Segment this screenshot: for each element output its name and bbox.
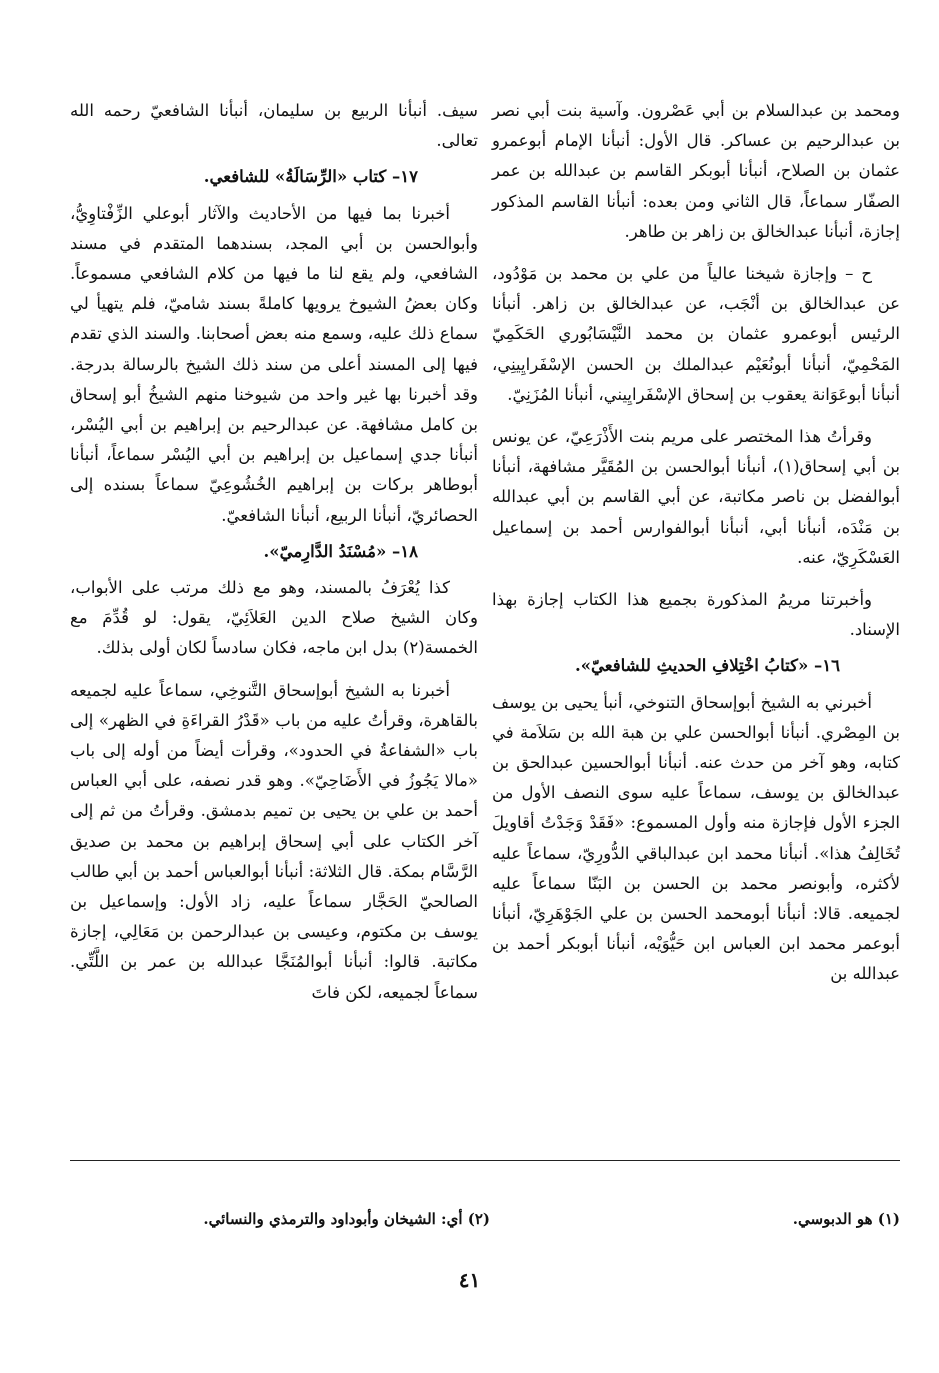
paragraph: أخبرني به الشيخ أبوإسحاق التنوخي، أنبأ يحيى بن يوسف بن المِصْري. أنبأنا أبوالحسن علي بن هبة الله بن سَلاَمة في كتابه، وهو آخر من حدث عنه. أنبأنا أبوالحسين عبدالحق بن عبدالخالق بن يوسف، سماعاً عليه سوى النصف الأول من الجزء الأول فإجازة منه وأول المسموع: «فَقَدْ وَجَدْتُ أقاويلَ تُخَالِفُ هذا». أنبأنا محمد ابن عبدالباقي الدُّورِيّ، سماعاً عليه لأكثره، وأبونصر محمد بن الحسن بن البَنّا سماعاً عليه لجميعه. قالا: أنبأنا أبومحمد الحسن بن علي الجَوْهَرِيّ، أنبأنا أبوعمر محمد ابن العباس ابن حَيُّوَيْه، أنبأنا أبوبكر أحمد بن عبدالله بن	[492, 692, 900, 984]
footnote-2: (٢) أي: الشيخان وأبوداود والترمذي والنسائي.	[203, 1210, 490, 1228]
paragraph: وقرأتُ هذا المختصر على مريم بنت الأَذْرَعِيّ، عن يونس بن أبي إسحاق(١)، أنبأنا أبوالحسن بن المُقَيَّر مشافهة، أنبأنا أبوالفضل بن ناصر مكاتبة، عن أبي القاسم بن أبي عبدالله بن مَنْدَه، أنبأنا أبي، أنبأنا أبوالفوارس أحمد بن إسماعيل العَسْكَرِيّ، عنه.	[492, 427, 900, 567]
section-heading-18: ١٨– «مُسْنَدُ الدَّارِميّ».	[263, 541, 418, 561]
paragraph: كذا يُعْرَفُ بالمسند، وهو مع ذلك مرتب على الأبواب، وكان الشيخ صلاح الدين العَلاَئِيّ، يقول: لو قُدِّمَ مع الخمسة(٢) بدل ابن ماجه، فكان سادساً لكان أولى بذلك.	[70, 578, 478, 658]
section-heading-17: ١٧– كتاب «الرِّسَالَةُ» للشافعي.	[203, 167, 418, 187]
paragraph: أخبرنا بما فيها من الأحاديث والآثار أبوعلي الزِّفْتاوِيُّ، وأبوالحسن بن أبي المجد، بسندهما المتقدم في مسند الشافعي، ولم يقع لنا ما فيها من كلام الشافعي مسموعاً. وكان بعضُ الشيوخ يرويها كاملةً بسند شاميّ، فلم يتهيأ لي سماع ذلك عليه، وسمع منه بعض أصحابنا. والسند الذي تقدم فيها إلى المسند أعلى من سند ذلك الشيخ بالرسالة بدرجة. وقد أخبرنا بها غير واحد من شيوخنا منهم الشيخُ أبو إسحاق بن كامل مشافهة. عن عبدالرحيم بن إبراهيم بن أبي اليُسْر، أنبأنا جدي إسماعيل بن إبراهيم بن أبي اليُسْر سماعاً، أنبأنا أبوطاهر بركات بن إبراهيم الخُشُوعِيّ سماعاً بسنده إلى الحصائريّ، أنبأنا الربيع، أنبأنا الشافعيّ.	[70, 203, 478, 525]
left-column	[70, 96, 478, 1014]
paragraph: ومحمد بن عبدالسلام بن أبي عَصْرون. وآسية بنت أبي نصر بن عبدالرحيم بن عساكر. قال الأول: أنبأنا الإمام أبوعمرو عثمان بن الصلاح، أنبأنا أبوبكر القاسم بن عبدالله بن عمر الصفّار سماعاً، قال الثاني ومن بعده: أنبأنا القاسم المذكور إجازة، أنبأنا عبدالخالق بن زاهر بن طاهر.	[492, 101, 900, 241]
right-column	[492, 96, 900, 996]
paragraph: أخبرنا به الشيخ أبوإسحاق التَّنوخِي، سماعاً عليه لجميعه بالقاهرة، وقرأتُ عليه من باب «قَدْرُ القراءَةِ في الظهر» إلى باب «الشفاعةُ في الحدود»، وقرأت أيضاً من أوله إلى باب «مالا يَجُوزُ في الأَضَاحِيّ». وهو قدر نصفه، على أبي العباس أحمد بن علي بن يحيى بن تميم بدمشق. وقرأتُ من ثم إلى آخر الكتاب على أبي إسحاق إبراهيم بن محمد بن صديق الرَّسَّام بمكة. قال الثلاثة: أنبأنا أبوالعباس أحمد بن أبي طالب الصالحيّ الحَجَّار سماعاً عليه، زاد الأول: وإسماعيل بن يوسف بن مكتوم، وعيسى بن عبدالرحمن بن مَعَالِي، إجازة مكاتبة. قالوا: أنبأنا أبوالمُنَجَّا عبدالله بن عمر بن اللَّتِّي. سماعاً لجميعه، لكن فاتَ	[70, 680, 478, 1002]
paragraph: سيف. أنبأنا الربيع بن سليمان، أنبأنا الشافعيّ رحمه الله تعالى.	[70, 101, 478, 151]
paragraph: ح – وإجازة شيخنا عالياً من علي بن محمد بن مَوْدُود، عن عبدالخالق بن أنْجَب، عن عبدالخالق بن زاهر. أنبأنا الرئيس أبوعمرو عثمان بن محمد النَّيْسَابُوري الحَكَمِيّ المَحْمِيّ، أنبأنا أبونُعَيْم عبدالملك بن الحسن الإسْفَرايِينِي، أنبأنا أبوعَوَانة يعقوب بن إسحاق الإسْفَرايِيني، أنبأنا المُزَنِيّ.	[492, 264, 900, 404]
footnote-1: (١) هو الدبوسي.	[792, 1210, 900, 1228]
page-number: ٤١	[458, 1268, 481, 1292]
paragraph: وأخبرتنا مريمُ المذكورة بجميع هذا الكتاب إجازة بهذا الإسناد.	[492, 590, 900, 640]
section-heading-16: ١٦– «كتابُ اخْتِلافِ الحديثِ للشافعيّ».	[575, 656, 840, 676]
footnote-divider	[70, 1160, 900, 1161]
